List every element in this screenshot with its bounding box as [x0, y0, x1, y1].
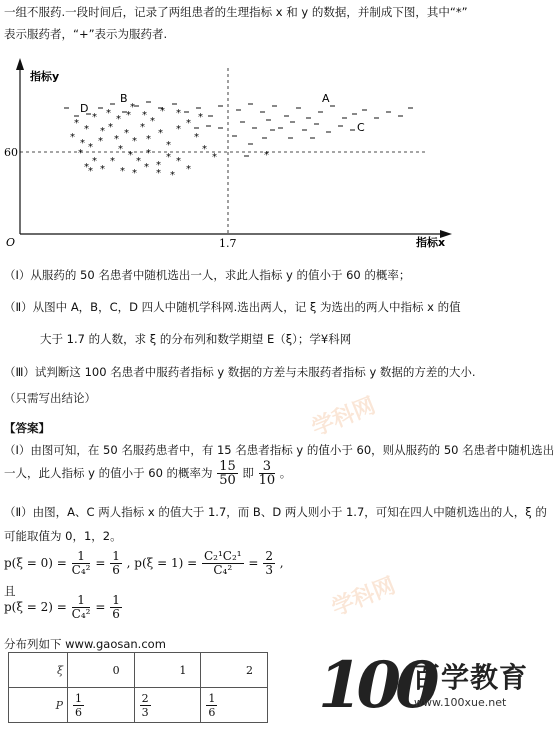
- point-label-c: C: [357, 121, 365, 134]
- table-cell: 0: [68, 653, 135, 688]
- scatter-point-star: *: [264, 150, 269, 161]
- p1-eq: =: [248, 556, 259, 570]
- scatter-point-star: *: [186, 118, 191, 129]
- scatter-point-star: *: [128, 150, 133, 161]
- fraction-denominator: C₄²: [71, 563, 91, 577]
- scatter-point-star: *: [142, 110, 147, 121]
- scatter-point-star: *: [194, 132, 199, 143]
- scatter-point-star: *: [160, 106, 165, 117]
- scatter-point-star: *: [150, 116, 155, 127]
- scatter-point-star: *: [146, 148, 151, 159]
- scatter-point-star: *: [176, 124, 181, 135]
- fraction-denominator: 6: [112, 563, 120, 577]
- scatter-point-star: *: [144, 162, 149, 173]
- scatter-point-star: *: [92, 112, 97, 123]
- p1-end: ,: [279, 556, 284, 570]
- answer-1-mid: 即: [242, 466, 254, 480]
- x-axis-label: 指标x: [416, 236, 446, 249]
- scatter-point-star: *: [130, 102, 135, 113]
- scatter-point-star: *: [156, 168, 161, 179]
- p1-value: [263, 550, 275, 577]
- question-3-line-2: （只需写出结论）: [4, 391, 96, 405]
- scatter-point-star: *: [198, 112, 203, 123]
- logo-name: 百学教育: [412, 661, 529, 694]
- scatter-point-star: *: [80, 138, 85, 149]
- scatter-point-star: *: [78, 148, 83, 159]
- origin-label: O: [6, 236, 16, 249]
- table-cell: [201, 688, 268, 723]
- table-row: [9, 653, 268, 688]
- p0-eq: =: [95, 556, 106, 570]
- fraction-denominator: 6: [208, 705, 216, 719]
- answer-1-prefix: 一人，此人指标 y 的值小于 60 的概率为: [4, 466, 213, 480]
- y-tick-label: 60: [4, 146, 18, 159]
- formula-p2: [4, 594, 123, 621]
- scatter-point-star: *: [186, 164, 191, 175]
- p2-eq: =: [95, 600, 106, 614]
- scatter-point-star: *: [114, 134, 119, 145]
- fraction-denominator: 10: [258, 473, 276, 488]
- scatter-point-star: *: [88, 142, 93, 153]
- fraction-numerator: 1: [72, 550, 91, 564]
- table-fraction: [206, 692, 217, 719]
- fraction-3-10: [259, 460, 276, 487]
- scatter-point-star: *: [92, 156, 97, 167]
- fraction-15-50: [217, 460, 238, 487]
- scatter-chart: [0, 56, 470, 250]
- p2-lhs: p(ξ = 2) =: [4, 600, 67, 614]
- fraction-denominator: C₄²: [213, 563, 233, 577]
- scatter-point-star: *: [100, 126, 105, 137]
- qie-label: 且: [4, 584, 16, 598]
- scatter-point-star: *: [70, 132, 75, 143]
- fraction-numerator: C₂¹C₂¹: [203, 549, 242, 563]
- watermark-text: 学科网: [328, 573, 400, 622]
- answer-heading: 【答案】: [4, 421, 50, 435]
- point-label-a: A: [322, 92, 330, 105]
- scatter-point-star: *: [116, 114, 121, 125]
- p1-lhs: , p(ξ = 1) =: [126, 556, 198, 570]
- scatter-point-star: *: [166, 152, 171, 163]
- table-fraction: [73, 692, 84, 719]
- point-label-d: D: [80, 102, 89, 115]
- answer-2-line-2: 可能取值为 0，1，2。: [4, 529, 122, 543]
- scatter-point-star: *: [158, 128, 163, 139]
- logo-url: www.100xue.net: [414, 696, 507, 709]
- scatter-point-star: *: [98, 136, 103, 147]
- table-row-head-p: P: [9, 688, 68, 723]
- p0-lhs: p(ξ = 0) =: [4, 556, 67, 570]
- answer-1-line-2: [4, 460, 291, 487]
- table-fraction: [140, 692, 151, 719]
- fraction-numerator: 2: [141, 691, 149, 705]
- distribution-table: [8, 652, 268, 723]
- fraction-numerator: 1: [72, 594, 91, 608]
- fraction-numerator: 15: [219, 459, 236, 474]
- answer-2-line-1: （Ⅱ）由图，A、C 两人指标 x 的值大于 1.7，而 B、D 两人则小于 1.7，可知在四人中随机选出的人，ξ 的: [4, 505, 547, 519]
- scatter-point-star: *: [84, 124, 89, 135]
- scatter-point-star: *: [100, 164, 105, 175]
- fraction-denominator: C₄²: [71, 607, 91, 621]
- p0-fraction: [72, 550, 91, 577]
- fraction-denominator: 50: [219, 473, 236, 488]
- formula-p0-p1: [4, 550, 284, 577]
- scatter-point-star: *: [176, 156, 181, 167]
- question-2-line-2: 大于 1.7 的人数，求 ξ 的分布列和数学期望 E（ξ）；学¥科网: [40, 332, 352, 346]
- scatter-point-star: *: [202, 144, 207, 155]
- scatter-point-star: *: [118, 144, 123, 155]
- scatter-point-star: *: [84, 162, 89, 173]
- scatter-point-star: *: [146, 134, 151, 145]
- question-2-line-1: （Ⅱ）从图中 A，B，C，D 四人中随机学科网.选出两人，记 ξ 为选出的两人中指标 x 的值: [4, 300, 461, 314]
- scatter-point-star: *: [124, 128, 129, 139]
- scatter-point-star: *: [108, 122, 113, 133]
- scatter-point-star: *: [74, 118, 79, 129]
- scatter-point-star: *: [212, 152, 217, 163]
- distribution-intro: 分布列如下 www.gaosan.com: [4, 637, 166, 651]
- table-cell: 2: [201, 653, 268, 688]
- y-axis-arrow: [16, 58, 24, 70]
- table-cell: [68, 688, 135, 723]
- fraction-numerator: 1: [112, 593, 120, 607]
- question-1: （Ⅰ）从服药的 50 名患者中随机选出一人，求此人指标 y 的值小于 60 的概率；: [4, 268, 411, 282]
- scatter-point-star: *: [170, 170, 175, 181]
- scatter-point-star: *: [166, 140, 171, 151]
- scatter-point-star: *: [140, 122, 145, 133]
- scatter-point-star: *: [120, 166, 125, 177]
- fraction-denominator: 3: [141, 705, 149, 719]
- fraction-numerator: 1: [208, 691, 216, 705]
- p2-value: [110, 594, 122, 621]
- fraction-numerator: 1: [75, 691, 82, 705]
- logo-number: 100: [318, 648, 434, 723]
- scatter-point-star: *: [106, 108, 111, 119]
- scatter-point-star: *: [110, 156, 115, 167]
- table-row-head-xi: ξ: [9, 653, 68, 688]
- answer-1-line-1: （Ⅰ）由图可知，在 50 名服药患者中，有 15 名患者指标 y 的值小于 60，则从服药的 50 名患者中随机选出: [4, 443, 554, 457]
- fraction-denominator: 3: [265, 563, 273, 577]
- scatter-point-star: *: [88, 166, 93, 177]
- table-cell: [134, 688, 201, 723]
- brand-logo: [310, 640, 550, 732]
- scatter-point-star: *: [132, 136, 137, 147]
- question-3-line-1: （Ⅲ）试判断这 100 名患者中服药者指标 y 数据的方差与未服药者指标 y 数据的方差的大小.: [4, 365, 476, 379]
- p1-fraction: [202, 550, 244, 577]
- fraction-numerator: 3: [259, 460, 276, 474]
- fraction-denominator: 6: [75, 705, 82, 719]
- p2-fraction: [72, 594, 91, 621]
- scatter-point-star: *: [126, 110, 131, 121]
- fraction-numerator: 2: [265, 549, 273, 563]
- fraction-denominator: 6: [112, 607, 120, 621]
- answer-1-end: 。: [279, 466, 292, 480]
- table-row: [9, 688, 268, 723]
- table-cell: 1: [134, 653, 201, 688]
- scatter-point-star: *: [156, 160, 161, 171]
- x-tick-label: 1.7: [219, 237, 237, 250]
- y-axis-label: 指标y: [30, 70, 60, 83]
- p0-value: [110, 550, 122, 577]
- scatter-point-star: *: [132, 168, 137, 179]
- fraction-numerator: 1: [112, 549, 120, 563]
- scatter-point-star: *: [176, 108, 181, 119]
- intro-line-1: 一组不服药.一段时间后，记录了两组患者的生理指标 x 和 y 的数据，并制成下图，其中“*”: [4, 5, 468, 19]
- scatter-point-star: *: [136, 156, 141, 167]
- point-label-b: B: [120, 92, 128, 105]
- watermark-text: 学科网: [308, 393, 380, 442]
- intro-line-2: 表示服药者，“+”表示为服药者.: [4, 27, 168, 41]
